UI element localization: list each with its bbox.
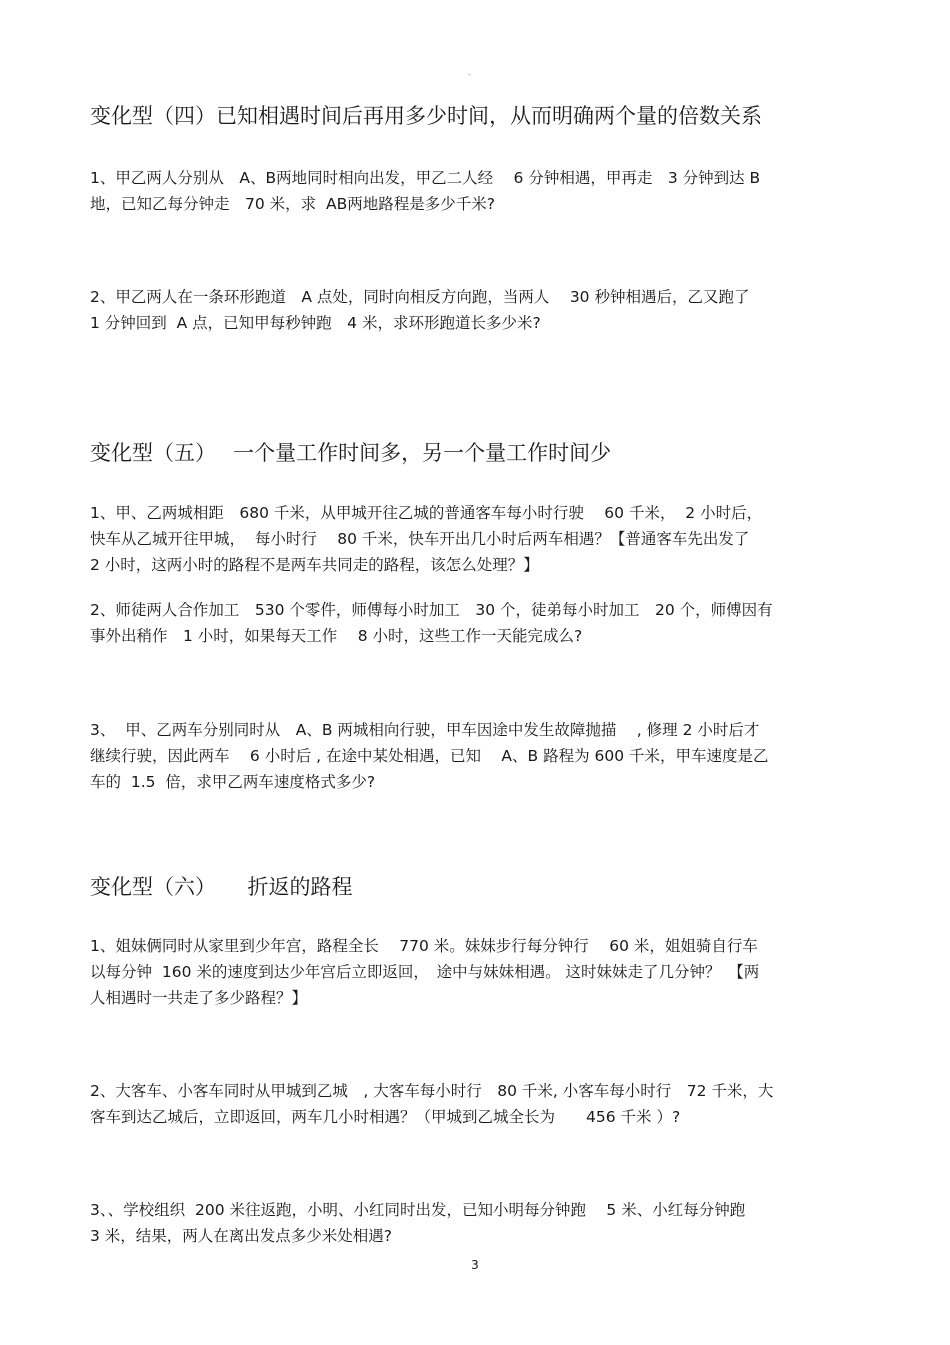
problem-line: 2 小时，这两小时的路程不是两车共同走的路程，该怎么处理？】 (90, 556, 539, 574)
problem-6-1 (90, 933, 865, 1011)
problem-line: 1、甲、乙两城相距 680 千米，从甲城开往乙城的普通客车每小时行驶 60 千米， 2 小时后， (90, 504, 763, 522)
top-mark: - (468, 70, 471, 79)
problem-line: 人相遇时一共走了多少路程？】 (90, 989, 308, 1007)
problem-line: 1 分钟回到 A 点，已知甲每秒钟跑 4 米，求环形跑道长多少米? (90, 314, 541, 332)
problem-5-1 (90, 500, 865, 578)
problem-line: 3、 甲、乙两车分别同时从 A、B 两城相向行驶，甲车因途中发生故障抛描 , 修理 2 小时后才 (90, 721, 760, 739)
page-number: 3 (471, 1258, 479, 1272)
problem-5-3 (90, 717, 865, 795)
problem-4-2 (90, 284, 865, 336)
problem-line: 事外出稍作 1 小时，如果每天工作 8 小时，这些工作一天能完成么? (90, 627, 583, 645)
problem-line: 3 米，结果，两人在离出发点多少米处相遇? (90, 1227, 393, 1245)
problem-line: 1、甲乙两人分别从 A、B两地同时相向出发，甲乙二人经 6 分钟相遇，甲再走 3 分钟到达 B (90, 169, 761, 187)
problem-line: 客车到达乙城后，立即返回，两车几小时相遇？（甲城到乙城全长为 456 千米 ）? (90, 1108, 681, 1126)
problem-line: 车的 1.5 倍，求甲乙两车速度格式多少? (90, 773, 376, 791)
problem-6-2 (90, 1078, 865, 1130)
problem-line: 2、甲乙两人在一条环形跑道 A 点处，同时向相反方向跑，当两人 30 秒钟相遇后，乙又跑了 (90, 288, 750, 306)
section-heading-5: 变化型（五） 一个量工作时间多，另一个量工作时间少 (90, 441, 612, 465)
problem-line: 2、大客车、小客车同时从甲城到乙城 , 大客车每小时行 80 千米, 小客车每小时行 72 千米，大 (90, 1082, 774, 1100)
section-heading-6: 变化型（六） 折返的路程 (90, 875, 353, 899)
problem-4-1 (90, 165, 865, 217)
section-heading-4: 变化型（四）已知相遇时间后再用多少时间，从而明确两个量的倍数关系 (90, 104, 762, 128)
problem-line: 以每分钟 160 米的速度到达少年宫后立即返回， 途中与妹妹相遇。 这时妹妹走了几分钟？ 【两 (90, 963, 760, 981)
problem-5-2 (90, 597, 865, 649)
problem-line: 1、姐妹俩同时从家里到少年宫，路程全长 770 米。妹妹步行每分钟行 60 米，姐姐骑自行车 (90, 937, 758, 955)
problem-line: 2、师徒两人合作加工 530 个零件，师傅每小时加工 30 个，徒弟每小时加工 20 个，师傅因有 (90, 601, 773, 619)
problem-6-3 (90, 1197, 865, 1249)
problem-line: 地，已知乙每分钟走 70 米，求 AB两地路程是多少千米? (90, 195, 495, 213)
problem-line: 快车从乙城开往甲城， 每小时行 80 千米，快车开出几小时后两车相遇？【普通客车先出发了 (90, 530, 750, 548)
problem-line: 继续行驶，因此两车 6 小时后 , 在途中某处相遇，已知 A、B 路程为 600 千米，甲车速度是乙 (90, 747, 769, 765)
problem-line: 3、、学校组织 200 米往返跑，小明、小红同时出发，已知小明每分钟跑 5 米、小红每分钟跑 (90, 1201, 746, 1219)
